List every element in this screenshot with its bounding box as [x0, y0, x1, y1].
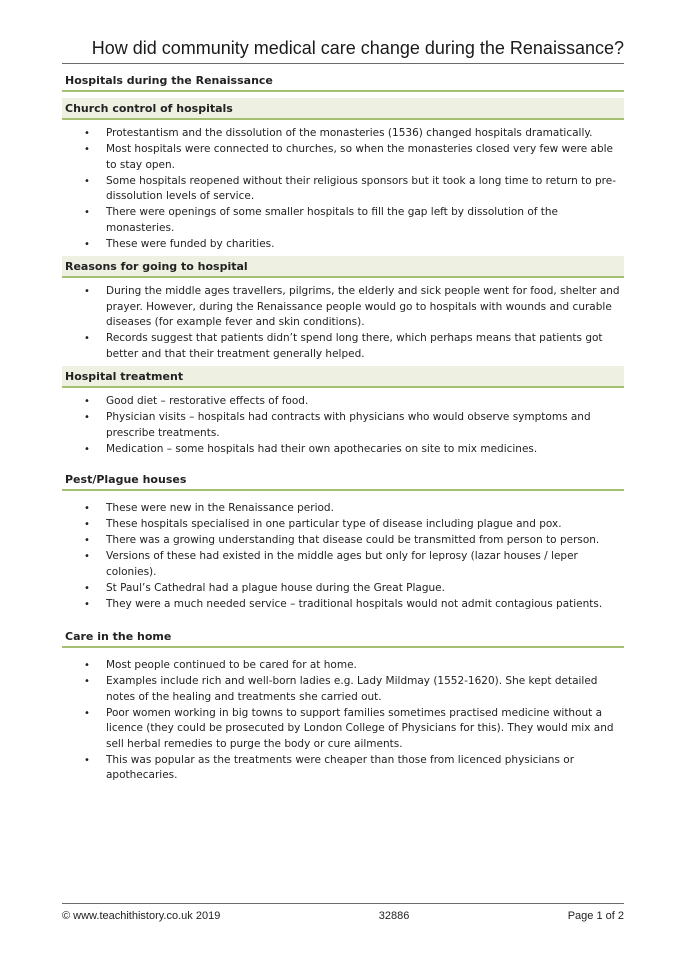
footer-copyright: © www.teachithistory.co.uk 2019 — [62, 910, 221, 922]
bullet-list — [62, 126, 624, 252]
list-item: • They were a much needed service – traditional hospitals would not admit contagious patients. — [62, 597, 624, 613]
list-item: • Some hospitals reopened without their religious sponsors but it took a long time to return to pre-dissolution levels of service. — [84, 174, 616, 202]
list-item: • Physician visits – hospitals had contracts with physicians who would observe symptoms and prescribe treatments. — [84, 411, 591, 439]
list-item: • Medication – some hospitals had their own apothecaries on site to mix medicines. — [62, 442, 624, 458]
bullet-icon: • — [84, 396, 90, 407]
section-hospital-treatment — [62, 366, 624, 457]
list-item: • Examples include rich and well-born ladies e.g. Lady Mildmay (1552-1620). She kept detailed notes of the healing and treatments she carried out. — [84, 675, 598, 703]
list-item: • Most hospitals were connected to churches, so when the monasteries closed very few were able to stay open. — [84, 143, 614, 171]
list-item: • Versions of these had existed in the middle ages but only for leprosy (lazar houses / leper colonies). — [84, 550, 578, 578]
section-hospitals-renaissance — [62, 70, 624, 92]
bullet-icon: • — [84, 207, 90, 218]
section-heading: Pest/Plague houses — [62, 469, 624, 491]
bullet-icon: • — [84, 660, 90, 671]
list-item: • There were openings of some smaller hospitals to fill the gap left by dissolution of the monasteries. — [84, 206, 559, 234]
bullet-icon: • — [84, 286, 90, 297]
list-item: • These were new in the Renaissance period. — [62, 501, 624, 517]
bullet-icon: • — [84, 754, 90, 766]
section-heading: Hospitals during the Renaissance — [62, 70, 624, 92]
page-footer — [62, 903, 624, 922]
list-item: • Records suggest that patients didn’t spend long there, which perhaps means that patients got better and that their treatment generally helped. — [84, 332, 603, 360]
bullet-icon: • — [84, 412, 90, 423]
list-item: • These were funded by charities. — [62, 237, 624, 253]
bullet-icon: • — [84, 175, 90, 187]
section-care-home — [62, 626, 624, 784]
list-item: • Good diet – restorative effects of food. — [62, 394, 624, 410]
section-heading: Hospital treatment — [62, 366, 624, 388]
bullet-icon: • — [84, 535, 90, 546]
footer-page-number: Page 1 of 2 — [567, 910, 624, 922]
document-body — [62, 70, 624, 784]
bullet-icon: • — [84, 519, 90, 530]
section-church-control — [62, 98, 624, 252]
section-heading: Church control of hospitals — [62, 98, 624, 120]
bullet-icon: • — [84, 333, 90, 344]
list-item: • During the middle ages travellers, pilgrims, the elderly and sick people went for food, shelter and prayer. However, during the Renaissance people would go to hospitals with wounds and curable diseases (for example fever and skin conditions). — [84, 285, 620, 328]
section-plague-houses — [62, 469, 624, 612]
bullet-icon: • — [84, 598, 90, 610]
bullet-list — [62, 394, 624, 457]
bullet-icon: • — [84, 551, 90, 562]
bullet-icon: • — [84, 707, 90, 719]
bullet-icon: • — [84, 676, 90, 687]
list-item: • This was popular as the treatments were cheaper than those from licenced physicians or apothecaries. — [84, 753, 575, 781]
bullet-icon: • — [84, 128, 90, 139]
list-item: • Most people continued to be cared for at home. — [62, 658, 624, 674]
list-item: • There was a growing understanding that disease could be transmitted from person to person. — [62, 533, 624, 549]
list-item: • Poor women working in big towns to support families sometimes practised medicine without a licence (they could be prosecuted by London College of Physicians for this). They would mix and sell herbal remedies to purge the body or cure ailments. — [84, 706, 614, 750]
list-item: • Protestantism and the dissolution of the monasteries (1536) changed hospitals dramatically. — [62, 126, 624, 142]
section-reasons — [62, 256, 624, 362]
bullet-icon: • — [84, 443, 90, 455]
bullet-icon: • — [84, 238, 90, 250]
section-heading: Care in the home — [62, 626, 624, 648]
bullet-icon: • — [84, 582, 90, 594]
bullet-icon: • — [84, 144, 90, 155]
section-heading: Reasons for going to hospital — [62, 256, 624, 278]
bullet-list — [62, 501, 624, 612]
list-item: • St Paul’s Cathedral had a plague house during the Great Plague. — [62, 581, 624, 597]
bullet-icon: • — [84, 503, 90, 514]
footer-resource-code: 32886 — [378, 910, 410, 922]
page-title: How did community medical care change during the Renaissance? — [62, 38, 624, 64]
list-item: • These hospitals specialised in one particular type of disease including plague and pox. — [62, 517, 624, 533]
bullet-list — [62, 658, 624, 784]
bullet-list — [62, 284, 624, 362]
